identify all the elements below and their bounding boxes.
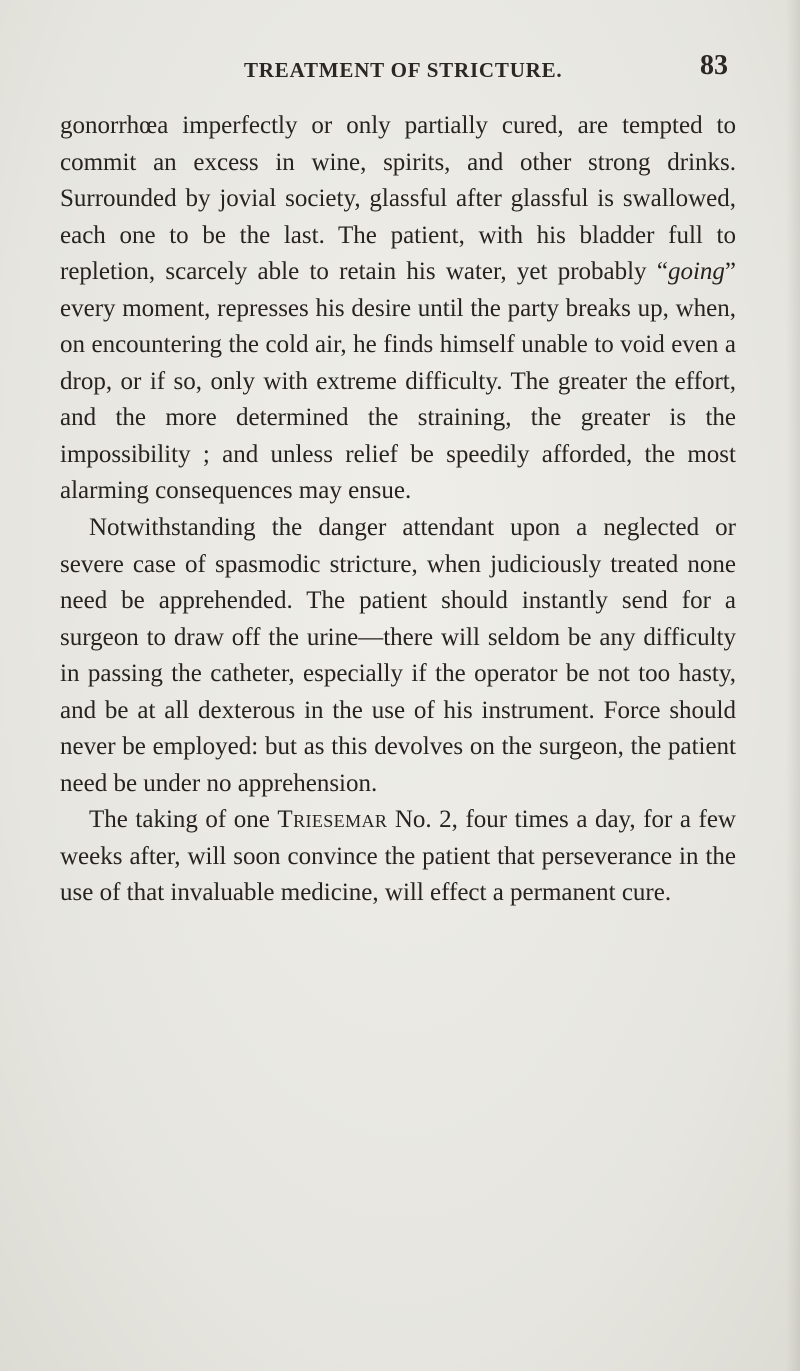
paragraph-3-text-a: The taking of one xyxy=(89,806,278,834)
paragraph-1 xyxy=(60,108,736,510)
page-edge-shadow xyxy=(786,0,800,1371)
running-title: TREATMENT OF STRICTURE. xyxy=(244,58,563,82)
paragraph-1-text-a: gonorrhœa imperfectly or only partially cured, are tempted to commit an excess in wine, spirits, and other strong drinks. Surrounded by jovial society, glassful after glassful is swallowed, each one to be the last. The patient, with his bladder full to repletion, scarcely able to retain his water, yet probably “ xyxy=(60,112,736,286)
paragraph-2: Notwithstanding the danger attendant upon a neglected or severe case of spasmodic stricture, when judiciously treated none need be apprehended. The patient should instantly send for a surgeon to draw off the urine—there will seldom be any difficulty in passing the catheter, especially if the operator be not too hasty, and be at all dexterous in the use of his instrument. Force should never be employed: but as this devolves on the surgeon, the patient need be under no apprehension. xyxy=(60,514,736,797)
body-text xyxy=(60,108,736,912)
italic-word-going: going xyxy=(667,258,725,286)
page-number: 83 xyxy=(700,50,728,81)
paragraph-3-text-b: No. 2, four times a day, for a few weeks after, will soon convince the patient that perseverance in the use of that invaluable medicine, will effect a permanent cure. xyxy=(60,806,736,907)
paragraph-3 xyxy=(60,802,736,912)
paragraph-1-text-b: ” every moment, represses his desire until the party breaks up, when, on encountering the cold air, he finds himself unable to void even a drop, or if so, only with extreme difficulty. The greater the effort, and the more determined the straining, the greater is the impossibility ; and unless relief be speedily afforded, the most alarming consequences may ensue. xyxy=(60,258,736,505)
product-name-triesemar: Triesemar xyxy=(277,806,388,834)
running-head xyxy=(0,50,800,90)
